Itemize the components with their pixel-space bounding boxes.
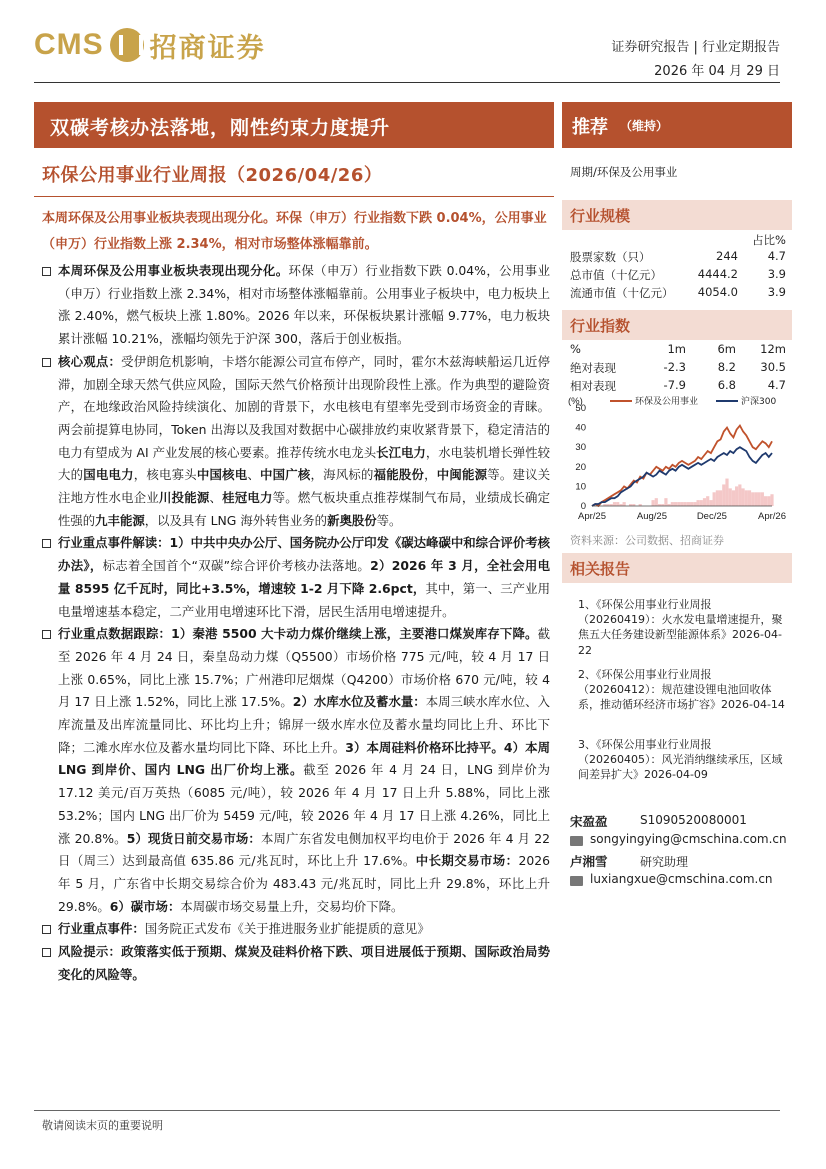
para-lead: 风险提示：政策落实低于预期、煤炭及硅料价格下跌、项目进展低于预期、国际政治局势变化的风险等。: [58, 944, 550, 982]
excess-bar: [674, 502, 677, 506]
excess-bar: [758, 492, 761, 506]
author-email[interactable]: luxiangxue@cmschina.com.cn: [590, 872, 773, 886]
excess-bar: [623, 502, 626, 506]
excess-bar: [690, 502, 693, 506]
x-tick-label: Aug/25: [636, 511, 668, 522]
x-tick-label: Dec/25: [696, 511, 727, 522]
stock-name: 九丰能源: [95, 512, 145, 528]
excess-bar: [703, 498, 706, 506]
x-tick-label: Apr/25: [578, 511, 606, 522]
scale-row-label: 总市值（十亿元）: [570, 268, 662, 282]
author-name: 卢湘雪: [570, 854, 608, 869]
logo-mark-icon: [110, 28, 144, 62]
scale-row-pct: 3.9: [767, 285, 786, 299]
index-row-12m: 4.7: [767, 378, 786, 392]
index-row-6m: 6.8: [717, 378, 736, 392]
para-lead: 中长期交易市场：: [415, 853, 519, 869]
para-text: 、: [209, 490, 223, 506]
excess-bar: [745, 490, 748, 506]
para-text: 截至 2026 年 4 月 24 日，秦皇岛动力煤（Q5500）市场价格 775 元/吨，较 4 月 17 日上涨 0.65%，同比上涨 15.7%；广州港印尼烟煤（Q4200）市场价格 670 元/吨，较 4 月 17 日上涨 1.52%，同比上涨 17.5%。: [58, 626, 550, 710]
stock-name: 中闽能源: [436, 467, 488, 483]
para-lead: 6）碳市场：: [109, 898, 181, 914]
para-lead: 行业重点事件：: [58, 921, 145, 937]
para-lead: 本周环保及公用事业板块表现出现分化。: [58, 263, 289, 278]
y-tick-label: 30: [575, 442, 586, 454]
excess-bar: [616, 502, 619, 506]
para-lead: 行业重点事件解读：1）中共中央办公厅、国务院办公厅印发《碳达峰碳中和综合评价考核办法》，: [58, 535, 550, 574]
related-report[interactable]: 3、《环保公用事业行业周报（20260405）：风光消纳继续承压，区域间差异扩大》2026-04-09: [578, 738, 783, 782]
excess-bar: [719, 490, 722, 506]
stock-name: 国电电力: [83, 467, 134, 483]
excess-bar: [671, 502, 674, 506]
excess-bar: [687, 502, 690, 506]
related-report[interactable]: 2、《环保公用事业行业周报（20260412）：规范建设锂电池回收体系，推动循环经济市场扩容》2026-04-14: [578, 668, 785, 712]
excess-bar: [680, 502, 683, 506]
section-title: 行业规模: [570, 207, 631, 225]
stock-name: 中国核电: [196, 467, 248, 483]
excess-bar: [764, 496, 767, 506]
rating: 推荐: [572, 117, 608, 138]
paragraph-data-tracking: [42, 623, 550, 918]
scale-row-label: 股票家数（只）: [570, 250, 651, 264]
para-text: 本周广东省发电侧加权平均电价于 2026 年 4 月 22 日（周三）达到最高值 635.86 元/兆瓦时，环比上升 17.6%。: [58, 830, 550, 869]
excess-bar: [735, 486, 738, 506]
scale-row-pct: 3.9: [767, 267, 786, 281]
sector-label: 周期/环保及公用事业: [570, 165, 678, 179]
author-name: 宋盈盈: [570, 814, 608, 829]
para-text: 标志着全国首个“双碳”综合评价考核办法落地。: [102, 558, 371, 574]
excess-bar: [651, 500, 654, 506]
excess-bar: [754, 492, 757, 506]
stock-name: 长江电力: [376, 444, 426, 460]
bullet-icon: [42, 358, 51, 367]
logo-latin: CMS: [34, 28, 104, 61]
index-header-12m: 12m: [760, 342, 786, 356]
legend-label-sector: 环保及公用事业: [635, 397, 699, 407]
para-text: ，水电装机增长弹性较大的: [58, 444, 551, 483]
paragraph-events-interpretation: [42, 532, 550, 623]
para-text: 本周三峡水库水位、入库流量及出库流量同比、环比均上升；锦屏一级水库水位及蓄水量均同比上升、环比下降；二滩水库水位及蓄水量均同比下降、环比上升。: [58, 694, 551, 755]
scale-row-value: 4054.0: [697, 285, 738, 299]
paragraph-risk: [42, 941, 550, 986]
para-text: 受伊朗危机影响，卡塔尔能源公司宣布停产，同时，霍尔木兹海峡船运几近停滞，加剧全球天然气供应风险，国际天然气价格预计出现阶段性上涨。作为典型的避险资产，在地缘政治风险持续演化、加剧的背景下，水电核电有望率先受到市场资金的青睐。两会前提算电协同，Token 出海以及我国对数据中心碳排放约束收紧背景下，稳定清洁的电力有望成为 AI 产业发展的核心要素。推荐传统水电龙头: [58, 353, 551, 460]
index-row-label: 相对表现: [570, 379, 616, 393]
y-tick-label: 20: [575, 461, 586, 473]
excess-bar: [767, 496, 770, 506]
author-id: S1090520080001: [640, 813, 747, 827]
para-text: 等。: [376, 512, 402, 528]
para-text: ，: [424, 467, 437, 483]
report-type: 证券研究报告 | 行业定期报告: [611, 40, 780, 55]
company-logo: [34, 26, 266, 64]
bullet-icon: [42, 925, 51, 934]
report-date: 2026 年 04 月 29 日: [654, 64, 780, 79]
excess-bar: [696, 500, 699, 506]
para-text: 其中，第一、三产业用电量增速基本稳定，二产业用电增速环比下滑，居民生活用电增速提升。: [58, 580, 551, 619]
para-text: 国务院正式发布《关于推进服务业扩能提质的意见》: [144, 921, 430, 937]
excess-bar: [613, 502, 616, 506]
para-lead: 3）本周硅料价格环比持平。4）本周 LNG 到岸价、国内 LNG 出厂价均上涨。: [58, 739, 551, 778]
stock-name: 川投能源: [158, 490, 210, 506]
excess-bar: [761, 492, 764, 506]
para-text: ，核电寡头: [133, 467, 197, 483]
index-row-1m: -2.3: [663, 360, 686, 374]
para-lead: 行业重点数据跟踪：1）秦港 5500 大卡动力煤价继续上涨，主要港口煤炭库存下降。: [58, 626, 538, 642]
paragraph-performance: [42, 260, 550, 351]
scale-row-label: 流通市值（十亿元）: [570, 286, 674, 300]
bullet-icon: [42, 630, 51, 639]
para-lead: 2）水库水位及蓄水量：: [292, 694, 426, 710]
section-title: 行业指数: [570, 317, 631, 335]
stock-name: 中国广核: [259, 467, 311, 483]
para-text: ，海风标的: [310, 467, 374, 483]
mail-icon: [570, 836, 583, 846]
scale-pct-header: 占比%: [752, 233, 786, 247]
main-body: [42, 260, 550, 987]
author-id: 研究助理: [640, 855, 689, 869]
excess-bar: [729, 488, 732, 506]
index-row-1m: -7.9: [663, 378, 686, 392]
excess-bar: [748, 490, 751, 506]
index-performance-chart: [566, 392, 792, 532]
excess-bar: [684, 502, 687, 506]
section-related-reports: [562, 553, 792, 583]
paragraph-core-view: [42, 351, 550, 533]
para-text: 、: [247, 467, 260, 483]
paragraph-key-event: [42, 918, 550, 941]
para-text: 本周碳市场交易量上升，交易均价下降。: [180, 898, 404, 914]
excess-bar: [713, 492, 716, 506]
y-tick-label: 10: [575, 481, 586, 493]
excess-bar: [770, 494, 773, 506]
excess-bar: [751, 492, 754, 506]
y-tick-label: 0: [580, 501, 586, 512]
logo-chinese: 招商证券: [149, 32, 266, 64]
footer-note: 敬请阅读末页的重要说明: [42, 1119, 163, 1132]
section-industry-index: [562, 310, 792, 340]
legend-label-hs300: 沪深300: [741, 397, 777, 407]
section-title: 相关报告: [570, 560, 631, 578]
index-row-6m: 8.2: [717, 360, 736, 374]
chart-source: 资料来源：公司数据、招商证券: [570, 534, 724, 547]
excess-bar: [722, 484, 725, 506]
index-row-label: 绝对表现: [570, 361, 616, 375]
para-text: 环保（申万）行业指数下跌 0.04%，公用事业（申万）行业指数上涨 2.34%，相对市场整体涨幅靠前。公用事业子板块中，电力板块上涨 2.40%，燃气板块上涨 1.80%。2026 年以来，环保板块累计涨幅 9.77%，电力板块累计涨幅 10.21%，涨幅均领先于沪深 300，落后于创业板指。: [58, 263, 550, 347]
para-text: 2026 年 5 月，广东省中长期交易综合价为 483.43 元/兆瓦时，同比上升 29.8%，环比上升 29.8%。: [58, 853, 550, 914]
index-header-pct: %: [570, 342, 581, 356]
footer-divider: [34, 1110, 780, 1111]
para-lead: 核心观点：: [58, 353, 122, 369]
para-text: 等。建议关注地方性水电企业: [58, 467, 551, 506]
index-row-12m: 30.5: [760, 360, 786, 374]
bullet-icon: [42, 948, 51, 957]
scale-row-value: 244: [716, 249, 738, 263]
excess-bar: [709, 500, 712, 506]
mail-icon: [570, 876, 583, 886]
section-industry-scale: [562, 200, 792, 230]
y-tick-label: 50: [575, 403, 586, 414]
excess-bar: [725, 479, 728, 506]
excess-bar: [655, 498, 658, 506]
excess-bar: [693, 502, 696, 506]
bullet-icon: [42, 267, 51, 276]
para-text: ，以及具有 LNG 海外转售业务的: [144, 512, 328, 528]
subtitle-divider: [34, 196, 554, 197]
author-email[interactable]: songyingying@cmschina.com.cn: [590, 832, 787, 846]
title-banner: [34, 102, 554, 148]
para-lead: 2）2026 年 3 月，全社会用电量 8595 亿千瓦时，同比+3.5%，增速较 1-2 月下降 2.6pct，: [58, 558, 550, 596]
para-text: 截至 2026 年 4 月 24 日，LNG 到岸价为 17.12 美元/百万英热（6085 元/吨），较 2026 年 4 月 17 日上升 5.88%，同比上涨 53.2%；国内 LNG 出厂价为 5459 元/吨，较 2026 年 4 月 17 日上涨 4.26%，同比上涨 20.8%。: [58, 762, 551, 846]
rating-note: （维持）: [620, 119, 669, 133]
excess-bar: [700, 500, 703, 506]
header-divider: [34, 82, 780, 83]
bullet-icon: [42, 539, 51, 548]
excess-bar: [664, 498, 667, 506]
stock-name: 福能股份: [373, 467, 425, 483]
excess-bar: [741, 488, 744, 506]
report-title: 双碳考核办法落地，刚性约束力度提升: [50, 117, 391, 139]
para-text: 等。燃气板块重点推荐煤制气布局，业绩成长确定性强的: [58, 490, 551, 528]
excess-bar: [738, 484, 741, 506]
scale-row-pct: 4.7: [767, 249, 786, 263]
index-header-6m: 6m: [717, 342, 736, 356]
stock-name: 桂冠电力: [222, 490, 273, 506]
y-axis-label: (%): [568, 396, 583, 407]
x-tick-label: Apr/26: [758, 511, 786, 522]
excess-bar: [732, 490, 735, 506]
report-subtitle: 环保公用事业行业周报（2026/04/26）: [42, 165, 383, 186]
excess-bar: [677, 502, 680, 506]
summary: 本周环保及公用事业板块表现出现分化。环保（申万）行业指数下跌 0.04%，公用事业（申万）行业指数上涨 2.34%，相对市场整体涨幅靠前。: [42, 211, 547, 252]
y-tick-label: 40: [575, 422, 586, 434]
para-lead: 5）现货日前交易市场：: [126, 830, 261, 846]
scale-row-value: 4444.2: [697, 267, 738, 281]
excess-bar: [716, 490, 719, 506]
related-report[interactable]: 1、《环保公用事业行业周报（20260419）：火水发电量增速提升，聚焦五大任务建设新型能源体系》2026-04-22: [578, 598, 783, 657]
excess-bar: [706, 496, 709, 506]
stock-name: 新奥股份: [327, 512, 377, 528]
index-header-1m: 1m: [667, 342, 686, 356]
rating-banner: [562, 102, 792, 148]
